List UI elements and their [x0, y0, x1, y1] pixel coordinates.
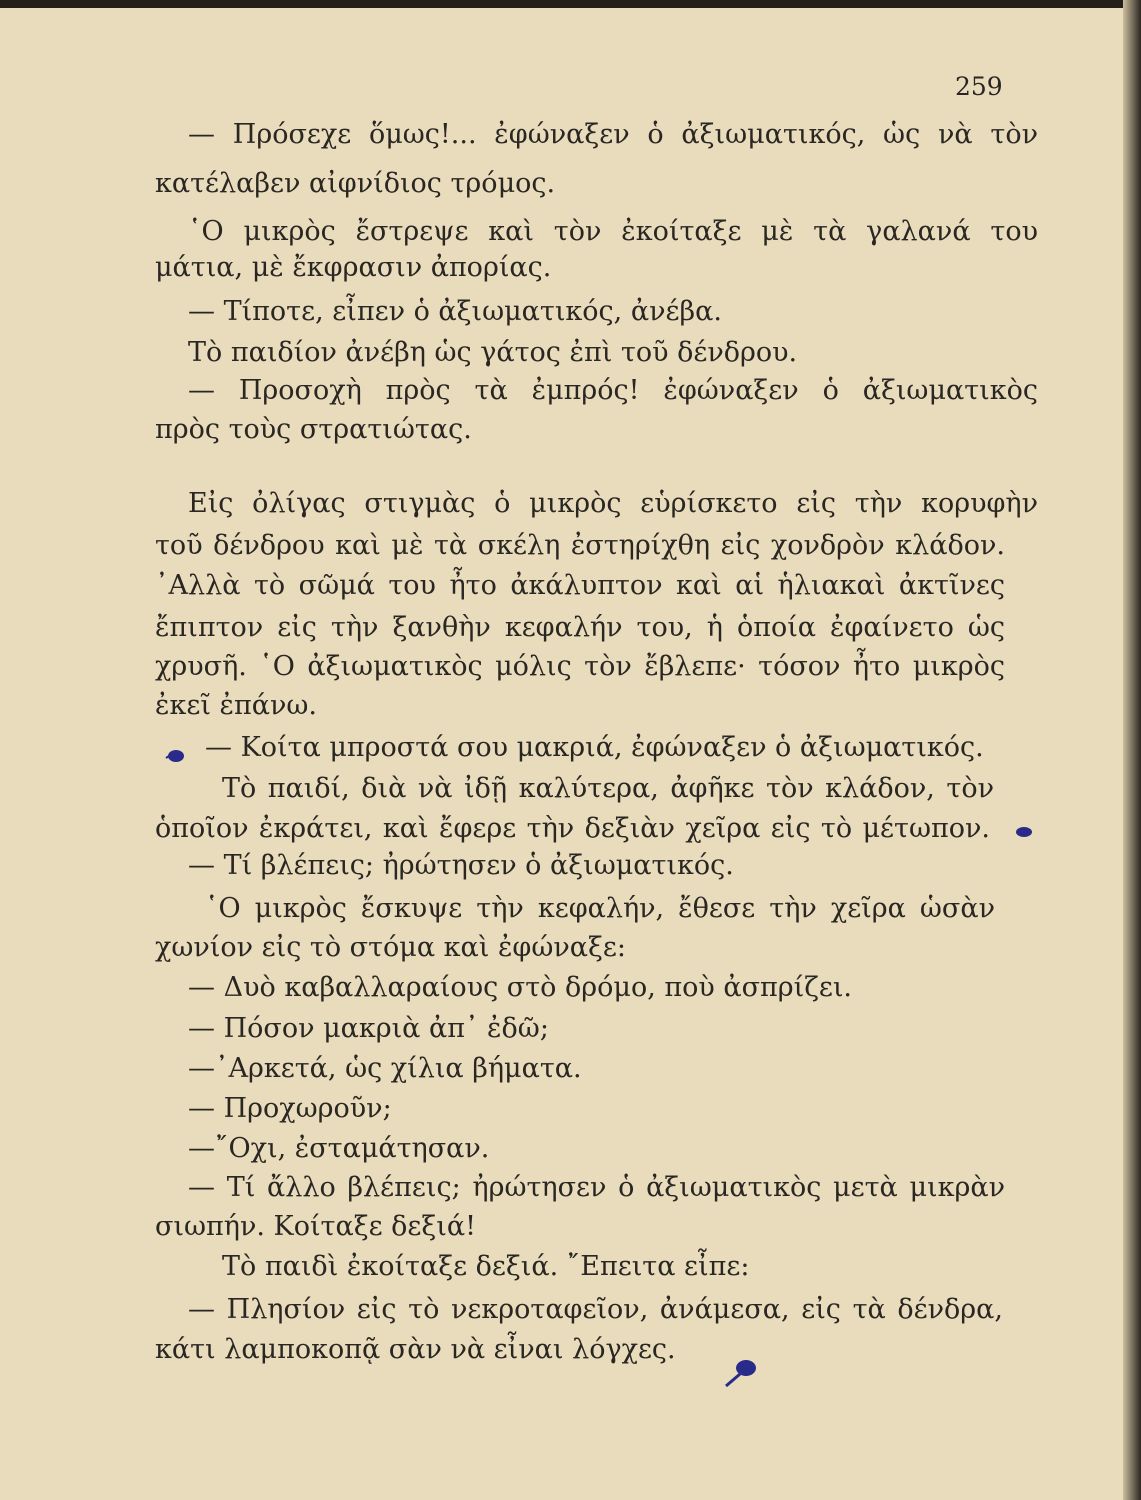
text-line: κατέλαβεν αἰφνίδιος τρόμος. — [155, 168, 556, 199]
text-line: μάτια, μὲ ἔκφρασιν ἀπορίας. — [155, 252, 552, 283]
text-line: ῾Ο μικρὸς ἔστρεψε καὶ τὸν ἐκοίταξε μὲ τὰ γαλανά του — [188, 216, 1038, 247]
text-line: πρὸς τοὺς στρατιώτας. — [155, 414, 472, 445]
text-line: ᾿Αλλὰ τὸ σῶμά του ἦτο ἀκάλυπτον καὶ αἱ ἡλιακαὶ ἀκτῖνες — [155, 570, 1005, 601]
text-line: Τὸ παιδὶ ἐκοίταξε δεξιά. ῎Επειτα εἶπε: — [222, 1251, 750, 1282]
text-line: — Προσοχὴ πρὸς τὰ ἐμπρός! ἐφώναξεν ὁ ἀξιωματικὸς — [188, 375, 1038, 406]
text-line: ῾Ο μικρὸς ἔσκυψε τὴν κεφαλήν, ἔθεσε τὴν χεῖρα ὡσὰν — [205, 893, 995, 924]
text-line: χρυσῆ. ῾Ο ἀξιωματικὸς μόλις τὸν ἔβλεπε· τόσον ἦτο μικρὸς — [155, 651, 1005, 682]
text-line: ὁποῖον ἐκράτει, καὶ ἔφερε τὴν δεξιὰν χεῖρα εἰς τὸ μέτωπον. — [155, 813, 990, 844]
text-line: — Κοίτα μπροστά σου μακριά, ἐφώναξεν ὁ ἀξιωματικός. — [205, 732, 984, 763]
text-line: Τὸ παιδί, διὰ νὰ ἰδῇ καλύτερα, ἀφῆκε τὸν κλάδον, τὸν — [222, 773, 994, 804]
text-line: Τὸ παιδίον ἀνέβη ὡς γάτος ἐπὶ τοῦ δένδρου. — [188, 337, 798, 368]
text-line: — Δυὸ καβαλλαραίους στὸ δρόμο, ποὺ ἀσπρίζει. — [188, 972, 853, 1003]
ink-mark-icon — [164, 745, 190, 765]
ink-mark-icon — [718, 1352, 762, 1394]
text-line: ἐκεῖ ἐπάνω. — [155, 690, 317, 721]
text-line: — Τίποτε, εἶπεν ὁ ἀξιωματικός, ἀνέβα. — [188, 296, 722, 327]
page-top-edge — [0, 0, 1141, 8]
ink-mark-icon — [1012, 822, 1038, 842]
text-line: Εἰς ὀλίγας στιγμὰς ὁ μικρὸς εὑρίσκετο εἰς τὴν κορυφὴν — [188, 488, 1038, 519]
text-line: — Πλησίον εἰς τὸ νεκροταφεῖον, ἀνάμεσα, εἰς τὰ δένδρα, — [188, 1294, 1003, 1325]
text-line: τοῦ δένδρου καὶ μὲ τὰ σκέλη ἐστηρίχθη εἰς χονδρὸν κλάδον. — [155, 530, 1005, 561]
page-number: 259 — [955, 72, 1003, 101]
text-line: —῎Οχι, ἐσταμάτησαν. — [188, 1133, 490, 1164]
text-line: χωνίον εἰς τὸ στόμα καὶ ἐφώναξε: — [155, 932, 626, 963]
text-line: — Πρόσεχε ὅμως!... ἐφώναξεν ὁ ἀξιωματικός, ὡς νὰ τὸν — [188, 119, 1038, 150]
text-line: — Τί ἄλλο βλέπεις; ἠρώτησεν ὁ ἀξιωματικὸς μετὰ μικρὰν — [188, 1172, 1005, 1203]
text-line: ἔπιπτον εἰς τὴν ξανθὴν κεφαλήν του, ἡ ὁποία ἐφαίνετο ὡς — [155, 612, 1005, 643]
text-line: — Προχωροῦν; — [188, 1093, 392, 1124]
text-line: —᾿Αρκετά, ὡς χίλια βήματα. — [188, 1053, 582, 1084]
text-line: σιωπήν. Κοίταξε δεξιά! — [155, 1211, 476, 1242]
text-line: — Πόσον μακριὰ ἀπ᾿ ἐδῶ; — [188, 1013, 549, 1044]
page-right-edge — [1123, 0, 1141, 1500]
text-line: — Τί βλέπεις; ἠρώτησεν ὁ ἀξιωματικός. — [188, 850, 734, 881]
text-line: κάτι λαμποκοπᾷ σὰν νὰ εἶναι λόγχες. — [155, 1334, 676, 1365]
